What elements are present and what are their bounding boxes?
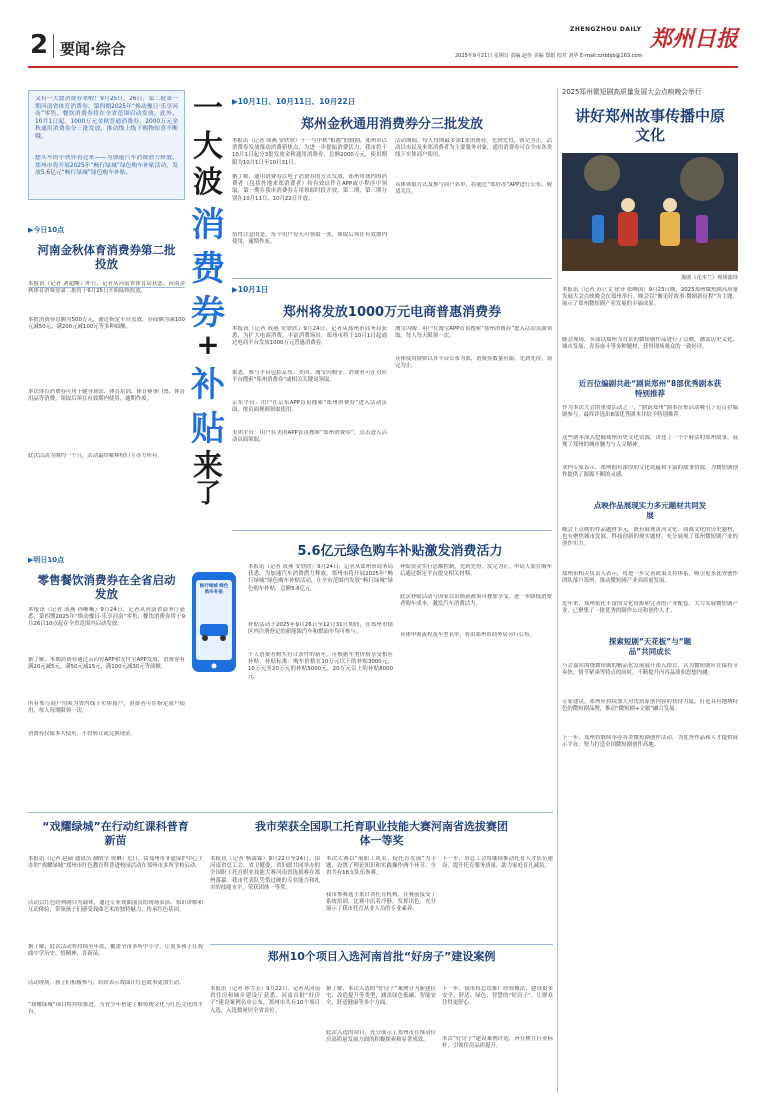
- paragraph: 据了解，此次活动将持续至年底，覆盖全市多所中小学，让更多孩子在戏曲中学历史、悟精神、育新苗。: [28, 944, 203, 958]
- paragraph: 下一步，郑州将继续举办各类微短剧创作活动，为优秀作品和人才提供展示平台，努力打造全国微短剧创作高地。: [562, 735, 738, 749]
- paragraph: 此次入选的项目，充分展示了郑州市在推动住房高质量发展方面的积极探索和显著成效。: [326, 1030, 436, 1044]
- article-general-coupons: [232, 96, 552, 276]
- paragraph: 消费券仅限本人使用，不得转让或兑换现金。: [28, 731, 136, 737]
- photo-caption: 豫剧《花木兰》现场演绎: [680, 275, 738, 281]
- article-tag: ▶明日10点: [28, 556, 65, 564]
- article-good-housing: [210, 950, 553, 1090]
- article-title: 郑州10个项目入选河南首批“好房子”建设案例: [267, 950, 496, 963]
- paragraph: 个人消费者购买符合条件的新车，可根据车型价格享受相应补贴。补贴标准：购车价格在10万元以下的补贴3000元，10万元至20万元的补贴5000元，20万元以上的补贴8000元。: [248, 652, 393, 680]
- paragraph: 本报讯（记者 赵硕 通讯员 谢晴莹 侯琳）近日，由郑州市非遗保护中心主办的“戏耀绿城”郑州市红色教育科普进校园活动在郑州市多所学校启动。: [28, 856, 203, 870]
- article-title: 我市荣获全国职工托育职业技能大赛河南省选拔赛团体一等奖: [255, 820, 508, 847]
- paragraph: 补贴活动于2025年9月26日至12月31日期间，在郑州市辖区内注册登记的新能源汽车和燃油车均可参与。: [248, 622, 393, 636]
- article-title: 河南金秋体育消费券第二批投放: [37, 243, 176, 271]
- paragraph: 具体领取方式及参与商户名单，将通过“郑好办”APP进行公布，敬请关注。: [395, 182, 552, 196]
- article-ecommerce-coupons: [232, 284, 552, 524]
- paragraph: 本报讯（记者 成燕 安欣欣）9月24日，记者从郑州市商务局获悉，为扩大电商消费，丰富消费场景，郑州市将于10月1日起通过电商平台发放1000万元普惠消费券。: [232, 326, 387, 347]
- paragraph: 活动以红色经典剧目为载体，通过专业戏曲演员的现场表演、知识讲解和互动体验，带领孩子们感受戏曲艺术的独特魅力，传承红色基因。: [28, 900, 203, 914]
- svg-text:了: 了: [194, 479, 222, 508]
- paragraph: 业内专家表示，郑州拥有深厚的文化底蕴和丰富的故事资源，为微短剧创作提供了源源不断的灵感。: [562, 465, 738, 479]
- article-title: 郑州将发放1000万元电商普惠消费券: [282, 305, 502, 320]
- divider: [53, 34, 54, 58]
- svg-text:费: 费: [191, 249, 225, 289]
- paper-en: ZHENGZHOU DAILY: [570, 26, 642, 33]
- car-subsidy-illustration: [188, 568, 243, 678]
- paragraph: 晚会上点映的作品题材多元，既有展现黄河文化、商都文化的历史题材，也有聚焦城市发展、科技创新的现实题材，充分展现了郑州微短剧产业的创作实力。: [562, 527, 738, 548]
- svg-text:补: 补: [191, 365, 225, 405]
- article-title: “戏耀绿城”在行动红课科普育新苗: [42, 820, 189, 847]
- svg-text:券: 券: [191, 293, 225, 333]
- paragraph: 本批消费券总额为500万元，通过指定平台发放，券面额为满100元减50元、满200元减100元等多种面额。: [28, 317, 185, 331]
- article-title: 讲好郑州故事传播中原文化: [574, 107, 725, 144]
- article-photo: [562, 153, 738, 271]
- paper-logo: 郑州日报: [650, 26, 739, 52]
- paragraph: 据了解，本期消费券通过云闪付APP和支付宝APP发放，消费券有满20元减5元、满50元减15元、满100元减30元等面额。: [28, 657, 185, 671]
- article-retail-coupons: [28, 555, 185, 855]
- article-tag: ▶10月1日: [232, 285, 269, 294]
- paragraph: 本报讯（记者 苏立文 徐菲 张峰国）9月23日晚，2025郑州微短剧高质量发展大会点映晚会在郑州举行。晚会以“豫见好故事·微剧新征程”为主题，展示了郑州微短剧产业发展的丰硕成果。: [562, 287, 738, 308]
- page-number: 2: [30, 30, 49, 60]
- intro-text-2: 想买车的小伙伴看过来——为加速汽车消费潜力释放，郑州市将开展2025年“畅行绿城”绿色购车补贴活动，发放5.6亿元“畅行绿城”绿色购车补贴。: [35, 155, 178, 177]
- paragraph: 近年来，郑州依托丰富的文化资源和完善的产业配套，大力发展微短剧产业，已聚集了一批优秀的制作公司和创作人才。: [562, 601, 738, 615]
- paragraph: 这些剧本深入挖掘郑州历史文化资源，讲述了一个个鲜活的郑州故事，展现了郑州的城市魅力与人文精神。: [562, 435, 738, 449]
- svg-text:+: +: [196, 328, 220, 361]
- paragraph: 本报讯（记者 成燕 孙晰晰）9月24日，记者从河南省商务厅获悉，第四期2025年“焕动豫日·乐享河南”零售、餐饮消费券将于9月26日10点起在全省范围内启动发放。: [28, 607, 185, 628]
- paragraph: 与会嘉宾围绕微短剧的精品化发展展开深入探讨，认为微短剧应在保持节奏快、情节紧凑等特点的同时，不断提升内容品质和思想内涵。: [562, 663, 738, 677]
- article-tag: ▶今日10点: [28, 226, 65, 234]
- paragraph: 值得注意的是，每个用户每天可领取一张，领取后须在有效期内使用，逾期作废。: [232, 232, 387, 246]
- paragraph: 我市参赛选手来自各托育机构，在赛前接受了系统培训，比赛中沉着冷静，发挥出色，充分展示了我市托育从业人员的专业素养。: [326, 892, 436, 913]
- intro-box: [28, 90, 185, 200]
- paragraph: 专家建议，郑州应持续加大对优质原创内容的扶持力度，打造具有地域特色的微短剧品牌，推动“微短剧+文旅”融合发展。: [562, 699, 738, 713]
- article-car-subsidy: [188, 540, 552, 810]
- paragraph: 本报讯（记者 成燕 安欣欣）十一与中秋“相遇”的假期，郑州市以消费券发放推动消费新热点，为进一步提振消费活力，我市将于10月1日起分3批发放金秋通用消费券，总额2000万元，使用期限为10月1日至10月31日。: [232, 138, 387, 166]
- article-tag: ▶10月1日、10月11日、10月22日: [232, 97, 356, 106]
- paragraph: 此次补贴活动与国家以旧换新政策可叠加享受，进一步降低消费者购车成本，激发汽车消费活力。: [400, 594, 552, 608]
- paragraph: 晚会现场，多部以郑州为背景的微短剧作品进行了点映，涵盖历史文化、城市发展、青春奋斗等多种题材，获得现场观众的一致好评。: [562, 337, 738, 351]
- paragraph: 本次大赛以“展职工风采、促托育发展”为主题，设置了理论知识和实践操作两个环节，全省共有18支队伍参赛。: [326, 856, 436, 877]
- paragraph: 京东平台：用户在京东APP首页搜索“郑州消费券”进入活动页面，按页面规则领取使用。: [232, 400, 387, 414]
- paragraph: 活动现场，孩子们积极参与，纷纷表示戏曲让红色故事更加生动。: [28, 980, 185, 986]
- paragraph: 活动期间，每人每期最多领1张消费券，先到先得，领完为止。活动以市民及来郑消费者为主要服务对象，通用消费券可在全市各类线下实体商户使用。: [395, 138, 552, 159]
- article-title: 郑州金秋通用消费券分三批发放: [300, 117, 483, 132]
- section-title: 要闻·综合: [60, 40, 126, 58]
- paragraph: 本报讯（记者 孙雪芳）9月22日，记者从河南省住房和城乡建设厅获悉，河南首批“好房子”建设案例名单公布，郑州市共有10个项目入选，入选数量居全省首位。: [210, 986, 320, 1014]
- article-childcare-contest: [210, 820, 553, 950]
- paragraph: 此次活动为期约一个月，活动最终解释权归主办方所有。: [28, 453, 163, 459]
- paragraph: 美团平台：用户在美团APP首页搜索“郑州消费券”，点击进入活动页面领取。: [232, 430, 387, 444]
- article-title: 5.6亿元绿色购车补贴激发消费活力: [297, 544, 503, 559]
- paragraph: 本报讯（记者 成燕 安欣欣）9月24日，记者从郑州市商务局获悉，为加速汽车消费潜力释放，郑州市将开展2025年“畅行绿城”绿色购车补贴活动，在全市范围内发放“畅行绿城”绿色购车补贴，总额5.6亿元。: [248, 564, 393, 592]
- paragraph: 作为本次大会的重要活动之一，“剧说郑州”剧本征集活动吸引了近百位编剧参与，最终评选出8部优秀剧本并给予特别推荐。: [562, 405, 738, 419]
- subheading: 探索短剧“天花板”与“题品”共同成长: [608, 637, 692, 656]
- svg-text:来: 来: [193, 449, 223, 484]
- paragraph: 具体使用规则以各平台公布为准，消费券数量有限，先到先得，领完为止。: [395, 356, 552, 370]
- paragraph: 本报讯（记者 杨霖霖）9月22日至24日，由河南省总工会、省卫健委、省妇联共同举办的全国职工托育职业技能大赛河南省选拔赛在郑州落幕。我市代表队凭借过硬的专业能力和扎实的技能水平，荣获团体一等奖。: [210, 856, 320, 891]
- masthead: [0, 0, 761, 70]
- paragraph: 补贴资金实行总额控制，先到先得，发完为止。申请人需在购车后通过指定平台提交相关材料。: [400, 564, 552, 578]
- intro-text: 又有一大波消费券来啦！9月25日、26日，第二批第一期河南省体育消费券、第四期2025年“焕动豫日·乐享河南”零售、餐饮消费券将在全省范围启动发放。此外，10月1日起，1000万元金秋普通消费券，2000万元金秋通用消费券分三批发放，推动线上线下购物惊喜不断哦。: [35, 96, 178, 140]
- paragraph: 本次“好房子”建设案例评选，旨在树立行业标杆，引领住房品质提升。: [442, 1036, 553, 1050]
- subheading: 近百位编剧共赴“剧说郑州”8部优秀剧本获特别推荐: [578, 379, 722, 398]
- subheading: 点映作品展现实力多元题材共同发展: [593, 501, 707, 520]
- paragraph: 淘宝闪购：用户在淘宝APP首页搜索“郑州消费券”进入活动页面领取，每人每天限领一次。: [395, 326, 552, 340]
- article-opera-campus: [28, 820, 203, 1090]
- svg-text:波: 波: [193, 165, 223, 200]
- illustration-caption: 畅行绿城 绿色购车补贴: [199, 584, 229, 595]
- paragraph: 下一步，市总工会将继续推动托育人才队伍建设，提升托育服务质量，助力家庭育儿减负。: [442, 856, 553, 870]
- paragraph: 据了解，通用消费券以电子消费券的方式发放，郑州市域内的消费者（包括外地来郑消费者）持有效证件在APP或小程序中领取，第一期在我市消费券专用领取时段开放，第二期、第三期分别在10月11日、10月22日开放。: [232, 174, 387, 202]
- paragraph: 据了解，本次入选的“好房子”案例分为新建住宅、改造提升等类型，涵盖绿色低碳、智能安全、舒适健康等多个方面。: [326, 986, 436, 1007]
- paragraph: 本次体育消费券可用于健身场馆、体育培训、体育赛事门票、体育用品等消费。领取后须在有效期内使用，逾期作废。: [28, 389, 185, 403]
- main-banner: [188, 88, 228, 508]
- paragraph: 所有参与商户均须为省内线下实体商户，消费者可在指定商户使用，每人每期限领一次。: [28, 701, 185, 715]
- svg-text:大: 大: [193, 129, 223, 164]
- paragraph: 具体申领流程及车型名单，将由郑州市商务局另行公布。: [400, 632, 535, 638]
- svg-text:贴: 贴: [191, 409, 225, 449]
- paragraph: 本报讯（记者 刘超峰）昨日，记者从河南省体育局获悉，河南金秋体育消费券第二批将于9月25日开始陆续投放。: [28, 281, 185, 295]
- article-title: 零售餐饮消费券在全省启动发放: [37, 573, 176, 601]
- paragraph: “戏耀绿城”项目将持续推进，为青少年搭建了解传统文化与红色文化的平台。: [28, 1002, 203, 1016]
- svg-text:一: 一: [193, 91, 223, 126]
- svg-text:消: 消: [191, 205, 225, 245]
- article-sports-coupons: [28, 225, 185, 545]
- paragraph: 下一步，我市将总结推广经验做法，建设更多安全、舒适、绿色、智慧的“好房子”，让群众住得更舒心。: [442, 986, 553, 1007]
- banner-graphic: [188, 88, 228, 508]
- article-kicker: 2025郑州微短剧高质量发展大会点映晚会举行: [562, 88, 702, 96]
- paragraph: 据悉，参与平台包括京东、美团、淘宝闪购等。消费者可在对应平台搜索“郑州消费券”或相关关键词领取。: [232, 370, 387, 384]
- paragraph: 郑州市相关负责人表示，将进一步完善政策支持体系，吸引更多优秀创作团队落户郑州，推动微短剧产业高质量发展。: [562, 571, 738, 585]
- article-micro-drama: [562, 88, 738, 1093]
- date-line: 2025年9月21日 星期日 责编 赵佳 美编 郑娟 校对 刘华 E-mail:zzrbbjb@163.com: [455, 53, 643, 59]
